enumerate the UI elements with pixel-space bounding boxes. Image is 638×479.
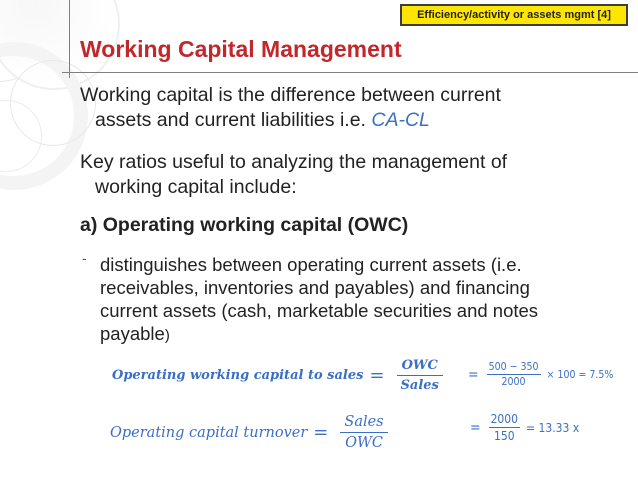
calc-1-numerator: 500 − 350 <box>488 361 539 373</box>
formula-1-equals: = <box>369 365 385 386</box>
bullet-line-3: current assets (cash, marketable securities and notes <box>100 300 539 321</box>
formula-owc-to-sales <box>112 358 449 393</box>
formula-1-lhs: Operating working capital to sales <box>112 368 364 383</box>
bullet-line-4-text: payable <box>100 323 165 344</box>
bullet-marker: - <box>82 250 87 266</box>
calc-1-fraction <box>487 360 541 389</box>
formula-2-fraction <box>340 414 387 451</box>
calc-2-equals: = <box>470 419 481 436</box>
bullet-line-2: receivables, inventories and payables) and financing <box>100 277 530 298</box>
calc-1-equals: = <box>468 366 479 383</box>
definition-paragraph <box>80 83 501 133</box>
bullet-line-1: distinguishes between operating current assets (i.e. <box>100 254 522 275</box>
definition-line-1: Working capital is the difference between current <box>80 84 501 106</box>
bullet-line-4 <box>100 322 538 347</box>
definition-line-2-text: assets and current liabilities i.e. <box>95 109 372 131</box>
key-ratios-line-1: Key ratios useful to analyzing the management of <box>80 151 508 173</box>
calc-1-result: × 100 = 7.5% <box>546 368 614 381</box>
ca-cl-term: CA-CL <box>371 109 430 131</box>
formula-2-lhs: Operating capital turnover <box>110 424 308 441</box>
calc-1-denominator: 2000 <box>501 376 526 388</box>
calc-2-numerator: 2000 <box>490 412 519 426</box>
formula-2-numerator: Sales <box>344 414 384 430</box>
calc-2-denominator: 150 <box>493 429 515 443</box>
key-ratios-paragraph <box>80 150 507 200</box>
bullet-line-4-close: ) <box>164 327 170 344</box>
formula-operating-capital-turnover <box>110 414 394 451</box>
slide-title: Working Capital Management <box>80 36 402 62</box>
section-heading-owc: a) Operating working capital (OWC) <box>80 214 409 236</box>
formula-1-fraction <box>397 358 443 393</box>
calc-2-result: = 13.33 x <box>526 420 580 435</box>
formula-1-denominator: Sales <box>400 378 439 393</box>
decorative-vertical-line <box>69 0 70 78</box>
formula-2-denominator: OWC <box>345 435 383 451</box>
formula-2-equals: = <box>313 422 329 443</box>
calc-2-fraction <box>489 411 520 444</box>
topic-tag: Efficiency/activity or assets mgmt [4] <box>400 4 628 26</box>
calculation-1 <box>468 360 613 389</box>
decorative-horizontal-line <box>62 72 638 73</box>
calculation-2 <box>470 411 579 444</box>
key-ratios-line-2: working capital include: <box>95 176 297 198</box>
definition-line-2 <box>80 108 501 133</box>
bullet-text <box>100 253 538 347</box>
formula-1-numerator: OWC <box>401 358 438 373</box>
